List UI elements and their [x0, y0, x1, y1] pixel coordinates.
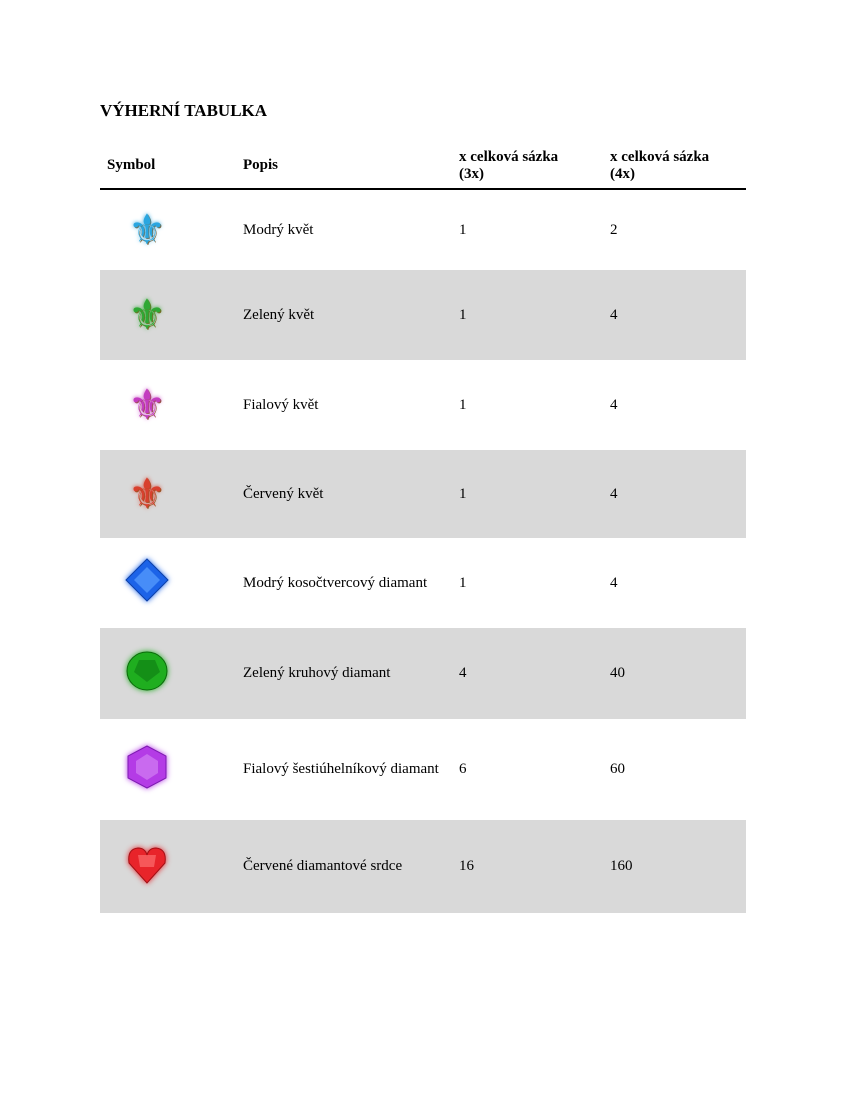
header-description: Popis [236, 143, 452, 189]
pay-3x-cell: 1 [459, 396, 467, 413]
description-cell: Fialový šestiúhelníkový diamant [243, 761, 439, 777]
pay-4x-cell: 40 [603, 628, 746, 719]
table-row [100, 189, 746, 270]
table-row [100, 538, 746, 628]
pay-3x-cell: 1 [452, 450, 603, 538]
blue-fleur-de-lis-icon: ⚜ [128, 205, 166, 254]
pay-3x-cell: 16 [452, 820, 603, 913]
pay-4x-cell: 4 [603, 450, 746, 538]
table-row [100, 270, 746, 360]
pay-4x-cell: 4 [610, 396, 618, 413]
green-round-diamond-icon [124, 682, 170, 698]
description-cell: Červený květ [236, 450, 452, 538]
header-pay-3x: x celková sázka (3x) [452, 143, 603, 189]
symbol-cell [100, 820, 236, 913]
description-cell: Modrý kosočtvercový diamant [243, 574, 428, 591]
table-row [100, 450, 746, 538]
description-cell: Červené diamantové srdce [236, 820, 452, 913]
pay-3x-cell: 1 [452, 270, 603, 360]
pay-3x-cell: 1 [459, 221, 467, 238]
description-cell: Zelený květ [236, 270, 452, 360]
pay-3x-cell: 1 [459, 574, 467, 591]
symbol-cell [100, 450, 236, 538]
table-row [100, 628, 746, 719]
symbol-cell [100, 538, 236, 628]
description-cell: Fialový květ [243, 396, 319, 413]
header-pay-4x: x celková sázka (4x) [603, 143, 746, 189]
pay-4x-cell: 2 [610, 221, 618, 238]
green-fleur-de-lis-icon: ⚜ [128, 290, 166, 339]
pay-3x-cell: 6 [459, 761, 467, 777]
table-row [100, 719, 746, 820]
symbol-cell [100, 189, 236, 270]
paytable [100, 143, 746, 913]
page-title: VÝHERNÍ TABULKA [100, 101, 268, 120]
header-symbol: Symbol [100, 143, 236, 189]
description-cell: Modrý květ [243, 221, 314, 238]
symbol-cell [100, 360, 236, 450]
table-row [100, 360, 746, 450]
symbol-cell [100, 719, 236, 820]
pay-4x-cell: 60 [610, 761, 625, 777]
red-heart-diamond-icon [124, 875, 170, 891]
red-fleur-de-lis-icon: ⚜ [128, 469, 166, 518]
pay-4x-cell: 4 [603, 270, 746, 360]
purple-hexagon-diamond-icon [124, 778, 170, 794]
purple-fleur-de-lis-icon: ⚜ [128, 380, 166, 429]
blue-rhombus-diamond-icon [124, 591, 170, 607]
description-cell: Zelený kruhový diamant [236, 628, 452, 719]
table-row [100, 820, 746, 913]
symbol-cell [100, 270, 236, 360]
table-header [100, 143, 746, 189]
pay-4x-cell: 4 [610, 574, 618, 591]
symbol-cell [100, 628, 236, 719]
pay-3x-cell: 4 [452, 628, 603, 719]
pay-4x-cell: 160 [603, 820, 746, 913]
